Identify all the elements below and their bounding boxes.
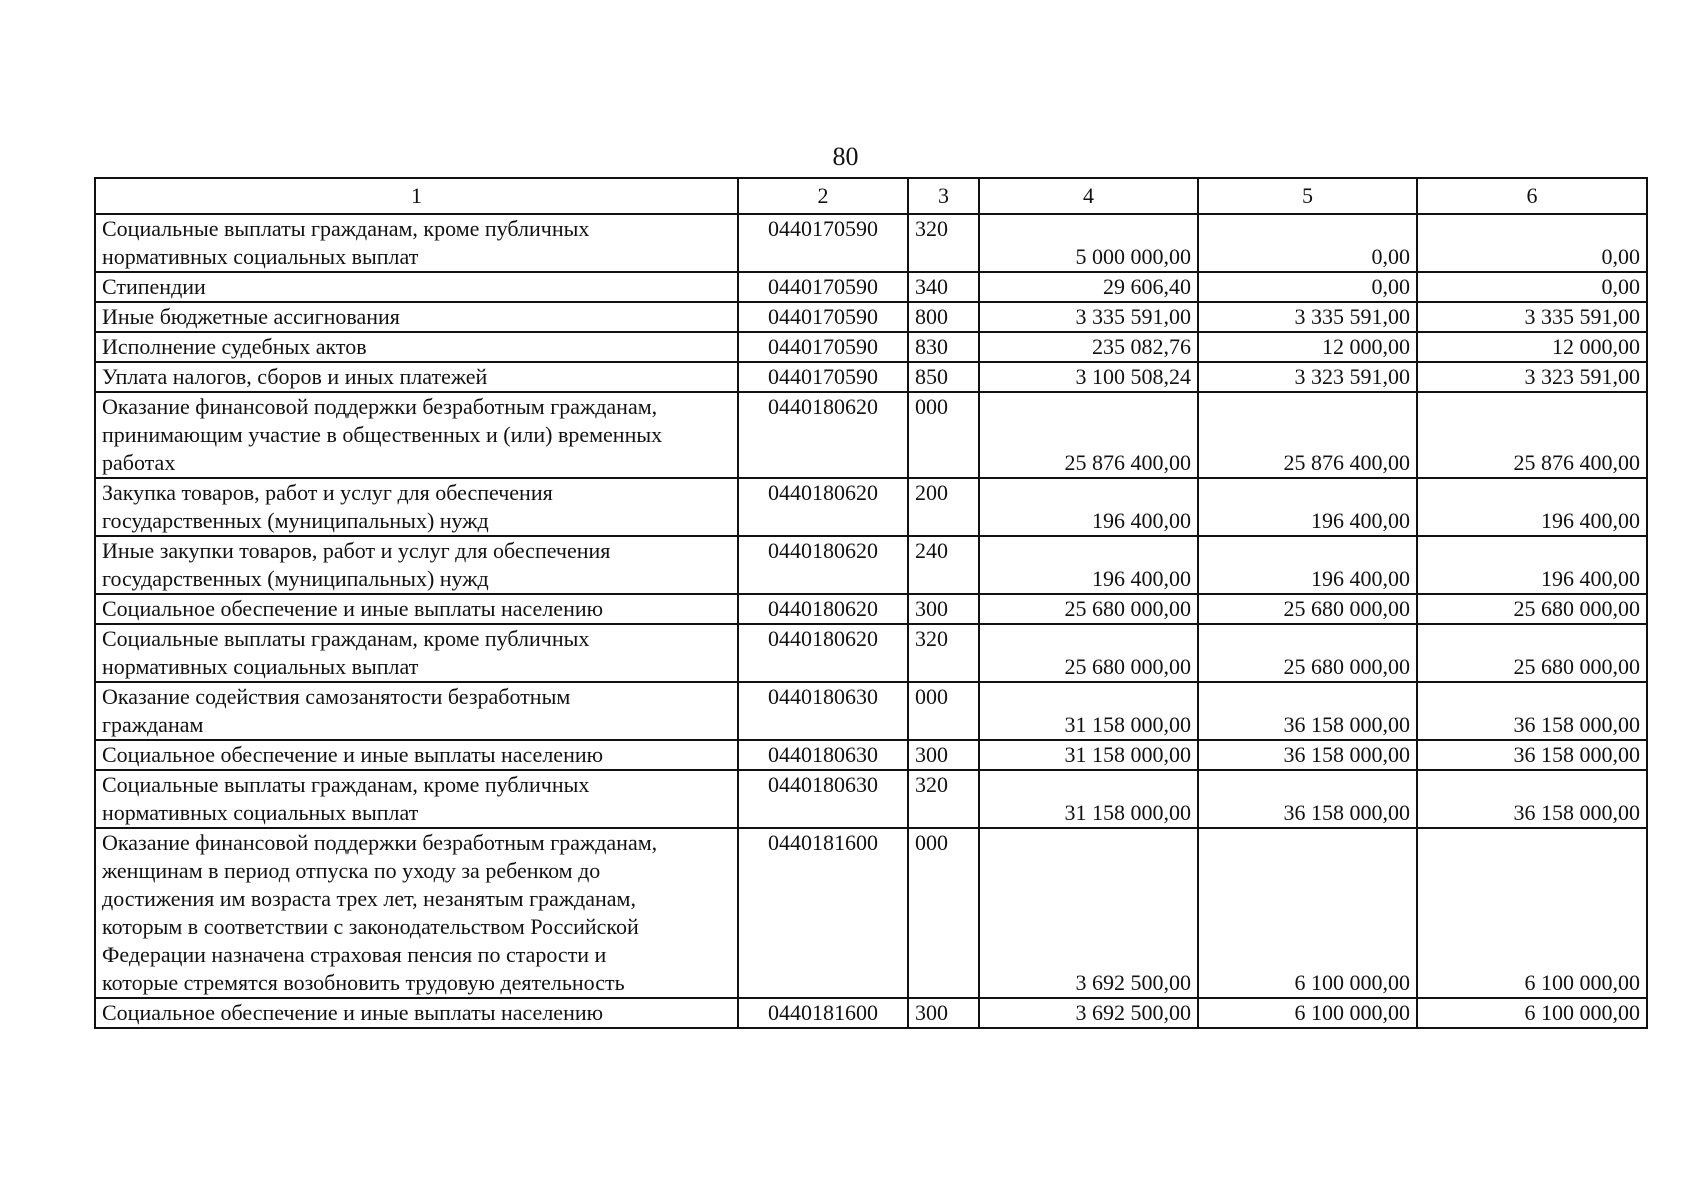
row-kind: 320 (908, 624, 979, 682)
row-kind: 800 (908, 302, 979, 332)
row-value-5: 36 158 000,00 (1198, 770, 1417, 828)
row-value-6: 25 680 000,00 (1417, 594, 1647, 624)
row-name: Оказание содействия самозанятости безработным гражданам (95, 682, 738, 740)
row-value-6: 196 400,00 (1417, 536, 1647, 594)
row-kind: 300 (908, 740, 979, 770)
table-row (95, 272, 1647, 302)
row-value-4: 25 680 000,00 (979, 624, 1198, 682)
table-row (95, 302, 1647, 332)
header-cell: 4 (979, 178, 1198, 214)
row-code: 0440180620 (738, 392, 908, 478)
row-value-4: 29 606,40 (979, 272, 1198, 302)
row-value-5: 196 400,00 (1198, 478, 1417, 536)
row-value-4: 235 082,76 (979, 332, 1198, 362)
row-code: 0440180630 (738, 740, 908, 770)
table-row (95, 594, 1647, 624)
row-code: 0440181600 (738, 998, 908, 1028)
row-value-6: 36 158 000,00 (1417, 682, 1647, 740)
row-value-5: 0,00 (1198, 272, 1417, 302)
row-value-6: 12 000,00 (1417, 332, 1647, 362)
row-kind: 830 (908, 332, 979, 362)
page-number: 80 (832, 142, 859, 171)
row-value-4: 25 680 000,00 (979, 594, 1198, 624)
row-value-5: 3 323 591,00 (1198, 362, 1417, 392)
row-value-4: 31 158 000,00 (979, 770, 1198, 828)
row-name: Социальные выплаты гражданам, кроме публичных нормативных социальных выплат (95, 624, 738, 682)
table-row (95, 478, 1647, 536)
row-value-4: 3 692 500,00 (979, 828, 1198, 998)
row-kind: 000 (908, 392, 979, 478)
row-value-5: 25 876 400,00 (1198, 392, 1417, 478)
row-value-5: 36 158 000,00 (1198, 682, 1417, 740)
row-name: Закупка товаров, работ и услуг для обеспечения государственных (муниципальных) нужд (95, 478, 738, 536)
row-code: 0440170590 (738, 332, 908, 362)
row-code: 0440180620 (738, 624, 908, 682)
row-value-4: 196 400,00 (979, 536, 1198, 594)
header-cell: 6 (1417, 178, 1647, 214)
row-value-5: 0,00 (1198, 214, 1417, 272)
row-kind: 300 (908, 998, 979, 1028)
row-code: 0440180620 (738, 478, 908, 536)
row-kind: 300 (908, 594, 979, 624)
header-cell: 5 (1198, 178, 1417, 214)
table-row (95, 214, 1647, 272)
row-value-6: 196 400,00 (1417, 478, 1647, 536)
row-code: 0440170590 (738, 272, 908, 302)
row-value-4: 5 000 000,00 (979, 214, 1198, 272)
row-code: 0440180630 (738, 770, 908, 828)
row-name: Социальное обеспечение и иные выплаты населению (95, 998, 738, 1028)
table-row (95, 770, 1647, 828)
row-name: Социальные выплаты гражданам, кроме публичных нормативных социальных выплат (95, 770, 738, 828)
row-value-5: 196 400,00 (1198, 536, 1417, 594)
row-name: Социальное обеспечение и иные выплаты населению (95, 594, 738, 624)
row-code: 0440180630 (738, 682, 908, 740)
table-row (95, 828, 1647, 998)
row-name: Стипендии (95, 272, 738, 302)
row-code: 0440170590 (738, 362, 908, 392)
row-value-4: 3 335 591,00 (979, 302, 1198, 332)
row-kind: 240 (908, 536, 979, 594)
row-value-6: 25 680 000,00 (1417, 624, 1647, 682)
table-row (95, 332, 1647, 362)
row-value-6: 25 876 400,00 (1417, 392, 1647, 478)
row-name: Исполнение судебных актов (95, 332, 738, 362)
row-code: 0440170590 (738, 214, 908, 272)
row-kind: 200 (908, 478, 979, 536)
row-name: Социальное обеспечение и иные выплаты населению (95, 740, 738, 770)
row-name: Иные бюджетные ассигнования (95, 302, 738, 332)
row-value-6: 36 158 000,00 (1417, 740, 1647, 770)
row-kind: 320 (908, 214, 979, 272)
row-value-4: 25 876 400,00 (979, 392, 1198, 478)
row-kind: 340 (908, 272, 979, 302)
row-kind: 320 (908, 770, 979, 828)
row-value-6: 36 158 000,00 (1417, 770, 1647, 828)
row-value-4: 196 400,00 (979, 478, 1198, 536)
table-row (95, 392, 1647, 478)
row-name: Оказание финансовой поддержки безработным гражданам, принимающим участие в общественных и (или) временных работах (95, 392, 738, 478)
row-code: 0440181600 (738, 828, 908, 998)
row-value-5: 3 335 591,00 (1198, 302, 1417, 332)
table-row (95, 624, 1647, 682)
row-value-4: 3 692 500,00 (979, 998, 1198, 1028)
row-code: 0440180620 (738, 594, 908, 624)
row-value-5: 6 100 000,00 (1198, 998, 1417, 1028)
header-row (95, 178, 1647, 214)
row-value-5: 36 158 000,00 (1198, 740, 1417, 770)
row-value-6: 0,00 (1417, 214, 1647, 272)
row-value-4: 31 158 000,00 (979, 682, 1198, 740)
row-value-6: 3 335 591,00 (1417, 302, 1647, 332)
row-name: Оказание финансовой поддержки безработным гражданам, женщинам в период отпуска по уходу за ребенком до достижения им возраста трех лет, незанятым гражданам, которым в соответствии с законодательством Российской Федерации назначена страховая пенсия по старости и которые стремятся возобновить трудовую деятельность (95, 828, 738, 998)
table-row (95, 536, 1647, 594)
row-value-4: 3 100 508,24 (979, 362, 1198, 392)
row-kind: 850 (908, 362, 979, 392)
row-value-5: 25 680 000,00 (1198, 594, 1417, 624)
row-value-4: 31 158 000,00 (979, 740, 1198, 770)
budget-table (94, 177, 1648, 1029)
row-code: 0440170590 (738, 302, 908, 332)
row-value-5: 12 000,00 (1198, 332, 1417, 362)
header-cell: 1 (95, 178, 738, 214)
table-row (95, 740, 1647, 770)
row-name: Иные закупки товаров, работ и услуг для обеспечения государственных (муниципальных) нужд (95, 536, 738, 594)
row-value-6: 3 323 591,00 (1417, 362, 1647, 392)
table-row (95, 682, 1647, 740)
row-value-6: 0,00 (1417, 272, 1647, 302)
table-row (95, 998, 1647, 1028)
header-cell: 3 (908, 178, 979, 214)
row-name: Уплата налогов, сборов и иных платежей (95, 362, 738, 392)
row-value-6: 6 100 000,00 (1417, 828, 1647, 998)
table-row (95, 362, 1647, 392)
row-name: Социальные выплаты гражданам, кроме публичных нормативных социальных выплат (95, 214, 738, 272)
row-value-5: 6 100 000,00 (1198, 828, 1417, 998)
row-kind: 000 (908, 828, 979, 998)
row-value-6: 6 100 000,00 (1417, 998, 1647, 1028)
row-code: 0440180620 (738, 536, 908, 594)
row-kind: 000 (908, 682, 979, 740)
row-value-5: 25 680 000,00 (1198, 624, 1417, 682)
header-cell: 2 (738, 178, 908, 214)
